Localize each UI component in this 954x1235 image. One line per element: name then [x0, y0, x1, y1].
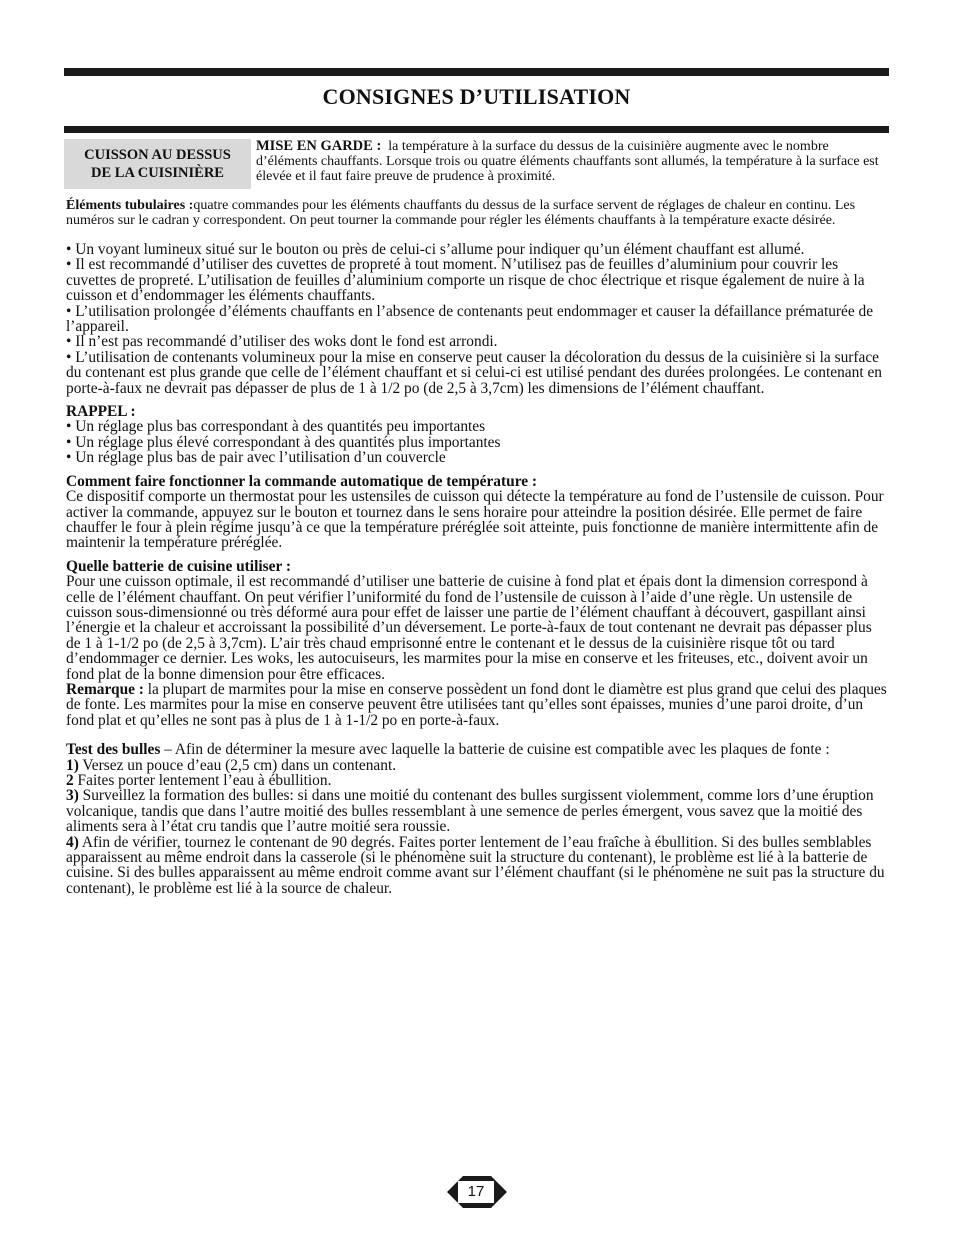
bubble-step: 3) Surveillez la formation des bulles: si dans une moitié du contenant des bulles surgissent violemment, comme lors d’une éruption volcanique, tandis que dans l’autre moitié des bulles ressemblant à une semence de perles émergent, vous savez que la moitié des aliments sera à l’état cru tandis que l’autre moitié sera roussie. — [66, 787, 874, 836]
bubble-test-intro-text: – Afin de déterminer la mesure avec laquelle la batterie de cuisine est compatible avec les plaques de fonte : — [160, 741, 830, 759]
bullet-item: • Un voyant lumineux situé sur le bouton ou près de celui-ci s’allume pour indiquer qu’un élément chauffant est allumé. — [66, 241, 805, 258]
bubble-step: 2 Faites porter lentement l’eau à ébullition. — [66, 772, 332, 789]
warning-paragraph — [256, 139, 890, 184]
cookware-note — [66, 682, 890, 728]
header-rule-top — [64, 68, 889, 76]
bubble-test-label: Test des bulles — [66, 741, 161, 759]
elements-paragraph — [66, 198, 890, 228]
auto-control-text: Ce dispositif comporte un thermostat pour les ustensiles de cuisson qui détecte la température au fond de l’ustensile de cuisson. Pour activer la commande, appuyez sur le bouton et tournez dans le sens horaire pour atteindre la position désirée. Elle permet de faire chauffer le four à plein régime jusqu’à ce que la température préréglée soit atteinte, puis fonctionne de manière intermittente afin de maintenir la température préréglée. — [66, 488, 884, 552]
main-content — [66, 198, 890, 896]
cookware-text: Pour une cuisson optimale, il est recommandé d’utiliser une batterie de cuisine à fond plat et épais dont la dimension correspond à celle de l’élément chauffant. On peut vérifier l’uniformité du fond de l’ustensile de cuisson à l’aide d’une règle. Un ustensile de cuisson sous-dimensionné ou très déformé aura pour effet de laisser une partie de l’élément chauffant à découvert, gaspillant ainsi l’énergie et la chaleur et accroissant la possibilité d’un déversement. Le porte-à-faux de tout contenant ne devrait pas dépasser plus de 1 à 1-1/2 po (de 2,5 à 3,7cm). L’air très chaud emprisonné entre le contenant et le dessus de la cuisinière risque tôt ou tard d’endommager ce dernier. Les woks, les autocuiseurs, les marmites pour la mise en conserve et les friteuses, etc., doivent avoir un fond plat de la bonne dimension pour être efficaces. — [66, 573, 872, 683]
rappel-heading: RAPPEL : — [66, 403, 136, 421]
rappel-item: • Un réglage plus bas correspondant à des quantités peu importantes — [66, 418, 486, 436]
note-text: la plupart de marmites pour la mise en conserve possèdent un fond dont le diamètre est plus grand que celui des plaques de fonte. Les marmites pour la mise en conserve peuvent être utilisées tant qu’elles sont épaisses, munies d’une paroi droite, d’un fond plat et qu’elles ne sont pas à plus de 1 à 1-1/2 po en porte-à-faux. — [66, 680, 887, 729]
warning-text: la température à la surface du dessus de la cuisinière augmente avec le nombre d’éléments chauffants. Lorsque trois ou quatre éléments chauffants sont allumés, la température à la surface est élevée et il faut faire preuve de prudence à proximité. — [256, 139, 879, 184]
bullet-item: • L’utilisation prolongée d’éléments chauffants en l’absence de contenants peut endommager et causer la défaillance prématurée de l’appareil. — [66, 302, 874, 336]
warning-label: MISE EN GARDE : — [256, 138, 382, 154]
note-label: Remarque : — [66, 680, 144, 698]
bullet-item: • Il n’est pas recommandé d’utiliser des woks dont le fond est arrondi. — [66, 333, 498, 351]
elements-label: Éléments tubulaires : — [66, 198, 194, 213]
elements-text: quatre commandes pour les éléments chauffants du dessus de la surface servent de réglages de chaleur en continu. Les numéros sur le cadran y correspondent. On peut tourner la commande pour régler les éléments chauffants à la température exacte désirée. — [66, 198, 856, 228]
cookware-heading: Quelle batterie de cuisine utiliser : — [66, 557, 291, 575]
section-label-box: CUISSON AU DESSUS DE LA CUISINIÈRE — [64, 139, 251, 189]
bubble-step: 1) Versez un pouce d’eau (2,5 cm) dans un contenant. — [66, 756, 397, 774]
auto-control-heading: Comment faire fonctionner la commande automatique de température : — [66, 472, 538, 490]
bubble-test-intro — [66, 742, 890, 757]
header-rule-bottom — [64, 126, 889, 133]
bullet-item: • L’utilisation de contenants volumineux pour la mise en conserve peut causer la décoloration du dessus de la cuisinière si la surface du contenant est plus grande que celle de l’élément chauffant et si celui-ci est utilisé pendant des durées prolongées. Le contenant en porte-à-faux ne devrait pas dépasser de plus de 1 à 1/2 po (de 2,5 à 3,7cm) les dimensions de l’élément chauffant. — [66, 348, 882, 397]
rappel-item: • Un réglage plus élevé correspondant à des quantités plus importantes — [66, 433, 501, 451]
bullet-item: • Il est recommandé d’utiliser des cuvettes de propreté à tout moment. N’utilisez pas de feuilles d’aluminium pour couvrir les cuvettes de propreté. L’utilisation de feuilles d’aluminium comporte un risque de choc électrique et risque également de nuire à la cuisson et d’endommager les éléments chauffants. — [66, 256, 865, 305]
bubble-step: 4) Afin de vérifier, tournez le contenant de 90 degrés. Faites porter lentement de l’eau fraîche à ébullition. Si des bulles semblables apparaissent au même endroit dans la casserole (si le phénomène suit la structure du contenant), le problème est lié à la batterie de cuisine. Si des bulles apparaissent au même endroit comme avant sur l’élément chauffant (si le phénomène ne suit pas la structure du contenant), le problème est lié à la source de chaleur. — [66, 833, 885, 897]
page-title: CONSIGNES D’UTILISATION — [322, 84, 631, 109]
page-number: 17 — [458, 1181, 494, 1203]
rappel-item: • Un réglage plus bas de pair avec l’utilisation d’un couvercle — [66, 449, 446, 467]
